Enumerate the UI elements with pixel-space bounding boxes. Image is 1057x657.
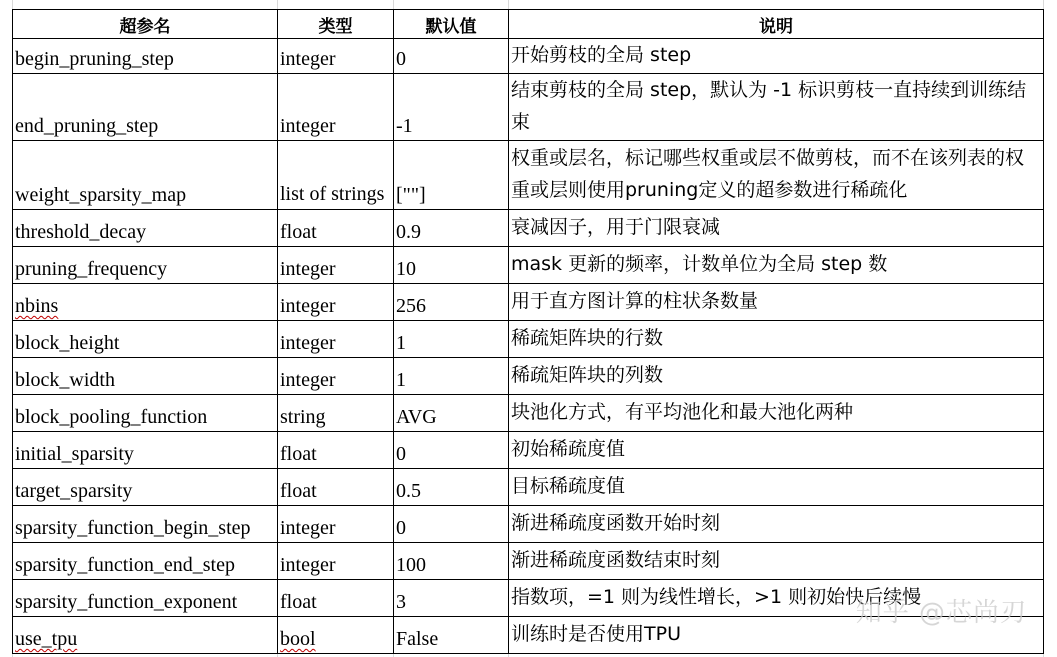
param-type-cell[interactable]: integer	[278, 358, 394, 395]
header-description[interactable]: 说明	[509, 10, 1044, 39]
watermark: 知乎 @芯尚刃	[855, 598, 1027, 628]
param-name-cell[interactable]: end_pruning_step	[13, 74, 278, 141]
param-type-cell[interactable]: integer	[278, 506, 394, 543]
header-default[interactable]: 默认值	[394, 10, 509, 39]
param-desc-cell[interactable]: 开始剪枝的全局 step	[509, 39, 1044, 74]
param-name-cell[interactable]: block_width	[13, 358, 278, 395]
param-type-cell[interactable]: integer	[278, 284, 394, 321]
table-row	[13, 506, 1044, 543]
param-type-cell[interactable]: string	[278, 395, 394, 432]
param-default-cell[interactable]: 0.9	[394, 210, 509, 247]
param-desc-cell[interactable]: 目标稀疏度值	[509, 469, 1044, 506]
param-desc-cell[interactable]: 稀疏矩阵块的行数	[509, 321, 1044, 358]
param-desc-cell[interactable]: 训练时是否使用TPU	[509, 617, 1044, 654]
param-name-cell[interactable]: block_pooling_function	[13, 395, 278, 432]
param-name-cell[interactable]	[13, 284, 278, 321]
table-row	[13, 39, 1044, 74]
param-desc-cell[interactable]: 指数项，=1 则为线性增长，>1 则初始快后续慢	[509, 580, 1044, 617]
param-name-cell[interactable]: initial_sparsity	[13, 432, 278, 469]
param-default-cell[interactable]: False	[394, 617, 509, 654]
param-type-cell[interactable]: integer	[278, 321, 394, 358]
header-type[interactable]: 类型	[278, 10, 394, 39]
param-type-cell[interactable]: integer	[278, 543, 394, 580]
table-row	[13, 284, 1044, 321]
param-name-cell[interactable]: threshold_decay	[13, 210, 278, 247]
param-default-cell[interactable]: 1	[394, 358, 509, 395]
param-desc-cell[interactable]: 稀疏矩阵块的列数	[509, 358, 1044, 395]
table-row	[13, 469, 1044, 506]
table-row	[13, 432, 1044, 469]
param-desc-cell[interactable]: 渐进稀疏度函数开始时刻	[509, 506, 1044, 543]
header-name[interactable]: 超参名	[13, 10, 278, 39]
table-row	[13, 543, 1044, 580]
param-type-cell[interactable]: float	[278, 210, 394, 247]
spellcheck-underline: bool	[280, 628, 316, 650]
param-name-cell[interactable]: begin_pruning_step	[13, 39, 278, 74]
param-name-cell[interactable]: pruning_frequency	[13, 247, 278, 284]
param-name-cell[interactable]: sparsity_function_exponent	[13, 580, 278, 617]
param-default-cell[interactable]: 10	[394, 247, 509, 284]
param-type-cell[interactable]: float	[278, 469, 394, 506]
param-desc-cell[interactable]: 衰减因子，用于门限衰减	[509, 210, 1044, 247]
param-default-cell[interactable]: 0	[394, 432, 509, 469]
param-default-cell[interactable]: 3	[394, 580, 509, 617]
param-desc-cell[interactable]: 渐进稀疏度函数结束时刻	[509, 543, 1044, 580]
param-default-cell[interactable]: 0.5	[394, 469, 509, 506]
param-desc-cell[interactable]: 初始稀疏度值	[509, 432, 1044, 469]
param-default-cell[interactable]: -1	[394, 74, 509, 141]
header-row	[13, 10, 1044, 39]
table-row	[13, 74, 1044, 141]
table-row	[13, 358, 1044, 395]
param-type-cell[interactable]: float	[278, 580, 394, 617]
param-default-cell[interactable]: AVG	[394, 395, 509, 432]
param-default-cell[interactable]: 256	[394, 284, 509, 321]
param-desc-cell[interactable]: 用于直方图计算的柱状条数量	[509, 284, 1044, 321]
param-name-cell[interactable]	[13, 617, 278, 654]
param-default-cell[interactable]: [""]	[394, 141, 509, 210]
param-default-cell[interactable]: 1	[394, 321, 509, 358]
param-type-cell[interactable]	[278, 617, 394, 654]
param-default-cell[interactable]: 0	[394, 506, 509, 543]
table-row	[13, 141, 1044, 210]
table-row	[13, 210, 1044, 247]
param-name-cell[interactable]: sparsity_function_begin_step	[13, 506, 278, 543]
param-type-cell[interactable]: float	[278, 432, 394, 469]
spellcheck-underline: nbins	[15, 295, 59, 317]
param-default-cell[interactable]: 0	[394, 39, 509, 74]
param-type-cell[interactable]: integer	[278, 74, 394, 141]
hyperparameter-table	[12, 9, 1044, 654]
param-name-cell[interactable]: target_sparsity	[13, 469, 278, 506]
param-desc-cell[interactable]: mask 更新的频率，计数单位为全局 step 数	[509, 247, 1044, 284]
table-row	[13, 395, 1044, 432]
param-name-cell[interactable]: sparsity_function_end_step	[13, 543, 278, 580]
param-desc-cell[interactable]: 权重或层名，标记哪些权重或层不做剪枝，而不在该列表的权重或层则使用pruning定义的超参数进行稀疏化	[509, 141, 1044, 210]
param-desc-cell[interactable]: 结束剪枝的全局 step，默认为 -1 标识剪枝一直持续到训练结束	[509, 74, 1044, 141]
spellcheck-underline: use_tpu	[15, 628, 78, 650]
param-desc-cell[interactable]: 块池化方式，有平均池化和最大池化两种	[509, 395, 1044, 432]
param-type-cell[interactable]: list of strings	[278, 141, 394, 210]
param-default-cell[interactable]: 100	[394, 543, 509, 580]
param-type-cell[interactable]: integer	[278, 247, 394, 284]
param-name-cell[interactable]: block_height	[13, 321, 278, 358]
table-row	[13, 321, 1044, 358]
param-name-cell[interactable]: weight_sparsity_map	[13, 141, 278, 210]
table-row	[13, 247, 1044, 284]
param-type-cell[interactable]: integer	[278, 39, 394, 74]
